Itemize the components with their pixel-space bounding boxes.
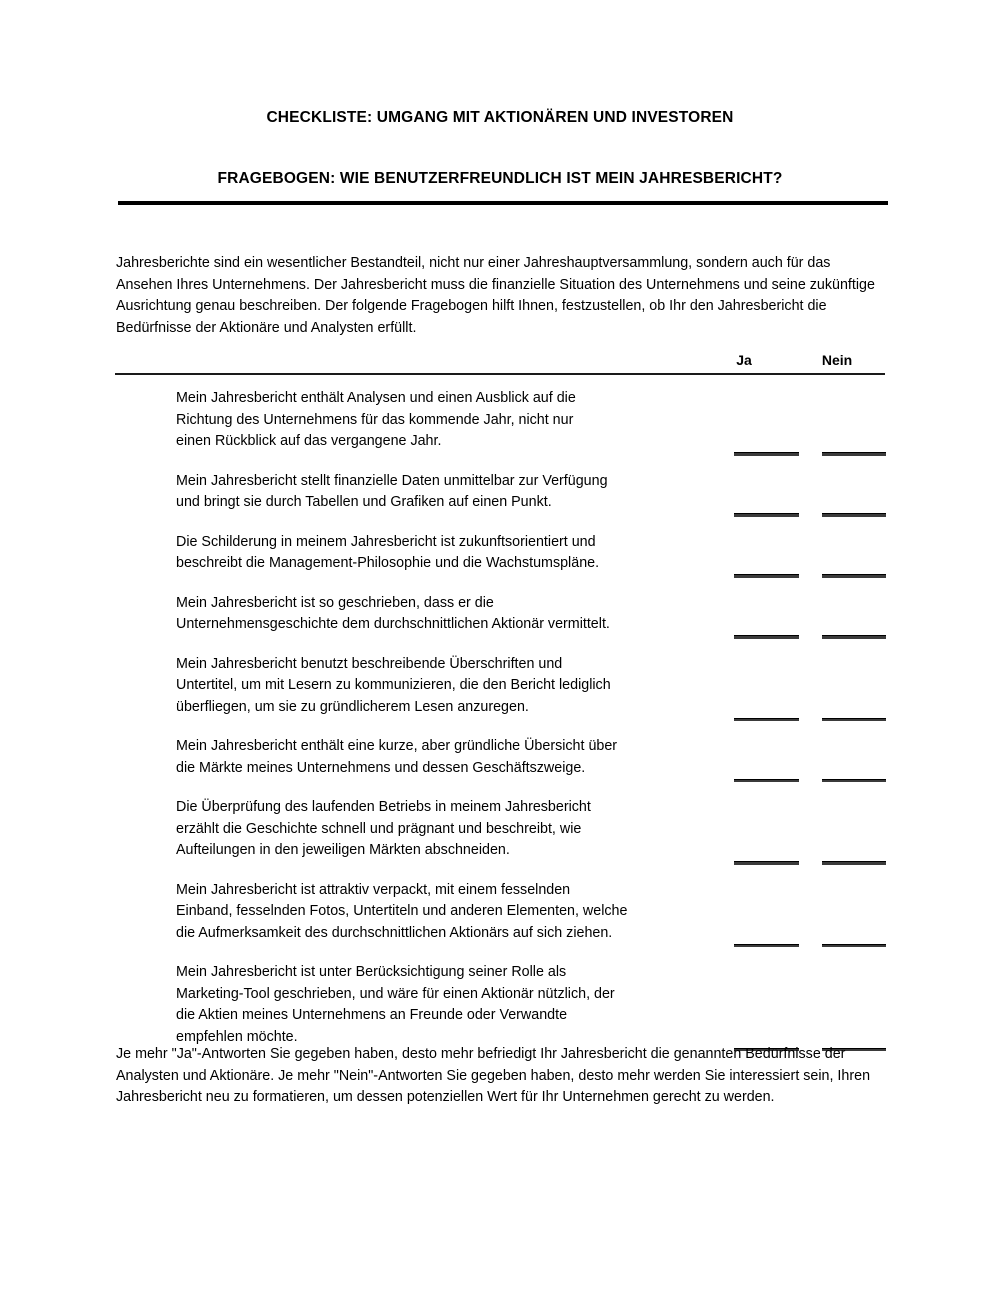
checklist-item-line: Unternehmensgeschichte dem durchschnittlichen Aktionär vermittelt.	[176, 616, 610, 632]
checklist-item	[0, 532, 1000, 575]
checklist-item	[0, 388, 1000, 453]
column-header-nein: Nein	[821, 352, 853, 368]
answer-blank-nein[interactable]	[822, 944, 886, 947]
checklist-item-line: Mein Jahresbericht enthält Analysen und einen Ausblick auf die	[176, 390, 576, 406]
checklist-item-line: die Märkte meines Unternehmens und dessen Geschäftszweige.	[176, 759, 586, 776]
answer-blank-nein[interactable]	[822, 574, 886, 577]
checklist-item-text	[176, 880, 716, 945]
answer-blank-nein[interactable]	[822, 779, 886, 782]
checklist-item-line: Die Schilderung in meinem Jahresbericht ist zukunftsorientiert und	[176, 533, 596, 550]
checklist	[0, 388, 1000, 1066]
answer-blank-nein[interactable]	[822, 513, 886, 516]
checklist-item	[0, 654, 1000, 719]
checklist-item-line: und bringt sie durch Tabellen und Grafiken auf einen Punkt.	[176, 494, 552, 510]
checklist-item-line: Richtung des Unternehmens für das kommende Jahr, nicht nur	[176, 411, 574, 428]
title-divider	[118, 201, 888, 205]
checklist-item	[0, 962, 1000, 1048]
answer-blank-nein[interactable]	[822, 635, 886, 638]
column-header-ja: Ja	[736, 352, 752, 368]
answer-blank-ja[interactable]	[734, 861, 799, 864]
answer-blank-nein[interactable]	[822, 452, 886, 455]
checklist-item-line: Die Überprüfung des laufenden Betriebs in meinem Jahresbericht	[176, 799, 591, 815]
checklist-item-line: überfliegen, um sie zu gründlicherem Lesen anzuregen.	[176, 698, 529, 715]
checklist-item	[0, 880, 1000, 945]
outro-paragraph: Je mehr "Ja"-Antworten Sie gegeben haben, desto mehr befriedigt Ihr Jahresbericht die genannten Bedürfnisse der Analysten und Aktionäre. Je mehr "Nein"-Antworten Sie gegeben haben, desto mehr werden Sie interessiert sein, Ihren Jahresbericht neu zu formatieren, um dessen potenziellen Wert für Ihr Unternehmen gerecht zu werden.	[116, 1046, 871, 1106]
document-header	[0, 108, 1000, 189]
checklist-item	[0, 471, 1000, 514]
checklist-item-line: die Aufmerksamkeit des durchschnittlichen Aktionärs auf sich ziehen.	[176, 924, 613, 941]
checklist-item-line: einen Rückblick auf das vergangene Jahr.	[176, 433, 442, 449]
answer-blank-ja[interactable]	[734, 779, 799, 782]
checklist-item-text	[176, 388, 716, 453]
table-header-divider	[115, 373, 885, 375]
checklist-item-line: Aufteilungen in den jeweiligen Märkten abschneiden.	[176, 842, 510, 858]
checklist-item-line: Marketing-Tool geschrieben, und wäre für einen Aktionär nützlich, der	[176, 985, 615, 1002]
checklist-item-line: Mein Jahresbericht ist so geschrieben, dass er die	[176, 594, 494, 611]
checklist-item-text	[176, 962, 716, 1048]
answer-blank-ja[interactable]	[734, 513, 799, 516]
checklist-item-line: beschreibt die Management-Philosophie und die Wachstumspläne.	[176, 555, 600, 571]
checklist-item-text	[176, 593, 716, 636]
answer-blank-ja[interactable]	[734, 452, 799, 455]
checklist-item	[0, 593, 1000, 636]
checklist-item-text	[176, 532, 716, 575]
intro-paragraph: Jahresberichte sind ein wesentlicher Bestandteil, nicht nur einer Jahreshauptversammlung, sondern auch für das Ansehen Ihres Unternehmens. Der Jahresbericht muss die finanzielle Situation des Unternehmens und seine zukünftige Ausrichtung genau beschreiben. Der folgende Fragebogen hilft Ihnen, festzustellen, ob Ihr den Jahresbericht die Bedürfnisse der Aktionäre und Analysten erfüllt.	[116, 255, 875, 336]
checklist-item-line: die Aktien meines Unternehmens an Freunde oder Verwandte	[176, 1007, 568, 1023]
checklist-item-line: Untertitel, um mit Lesern zu kommunizieren, die den Bericht lediglich	[176, 677, 611, 693]
checklist-item-text	[176, 654, 716, 719]
checklist-item-line: erzählt die Geschichte schnell und prägnant und beschreibt, wie	[176, 820, 582, 837]
checklist-item-line: Mein Jahresbericht ist unter Berücksichtigung seiner Rolle als	[176, 964, 567, 980]
checklist-item-line: Mein Jahresbericht enthält eine kurze, aber gründliche Übersicht über	[176, 738, 618, 754]
checklist-item-text	[176, 797, 716, 862]
checklist-item-line: Mein Jahresbericht stellt finanzielle Daten unmittelbar zur Verfügung	[176, 472, 608, 489]
answer-blank-ja[interactable]	[734, 635, 799, 638]
checklist-item	[0, 736, 1000, 779]
answer-blank-nein[interactable]	[822, 718, 886, 721]
checklist-item-line: Einband, fesselnden Fotos, Untertiteln und anderen Elementen, welche	[176, 903, 628, 919]
checklist-item-line: empfehlen möchte.	[176, 1028, 298, 1045]
answer-blank-ja[interactable]	[734, 944, 799, 947]
answer-blank-ja[interactable]	[734, 718, 799, 721]
checklist-item-line: Mein Jahresbericht benutzt beschreibende Überschriften und	[176, 655, 563, 672]
page-subtitle: FRAGEBOGEN: WIE BENUTZERFREUNDLICH IST MEIN JAHRESBERICHT?	[217, 170, 783, 187]
answer-blank-ja[interactable]	[734, 574, 799, 577]
checklist-item-text	[176, 471, 716, 514]
page-title: CHECKLISTE: UMGANG MIT AKTIONÄREN UND INVESTOREN	[266, 109, 734, 126]
checklist-item-line: Mein Jahresbericht ist attraktiv verpackt, mit einem fesselnden	[176, 881, 571, 898]
answer-blank-nein[interactable]	[822, 861, 886, 864]
checklist-item-text	[176, 736, 716, 779]
checklist-item	[0, 797, 1000, 862]
